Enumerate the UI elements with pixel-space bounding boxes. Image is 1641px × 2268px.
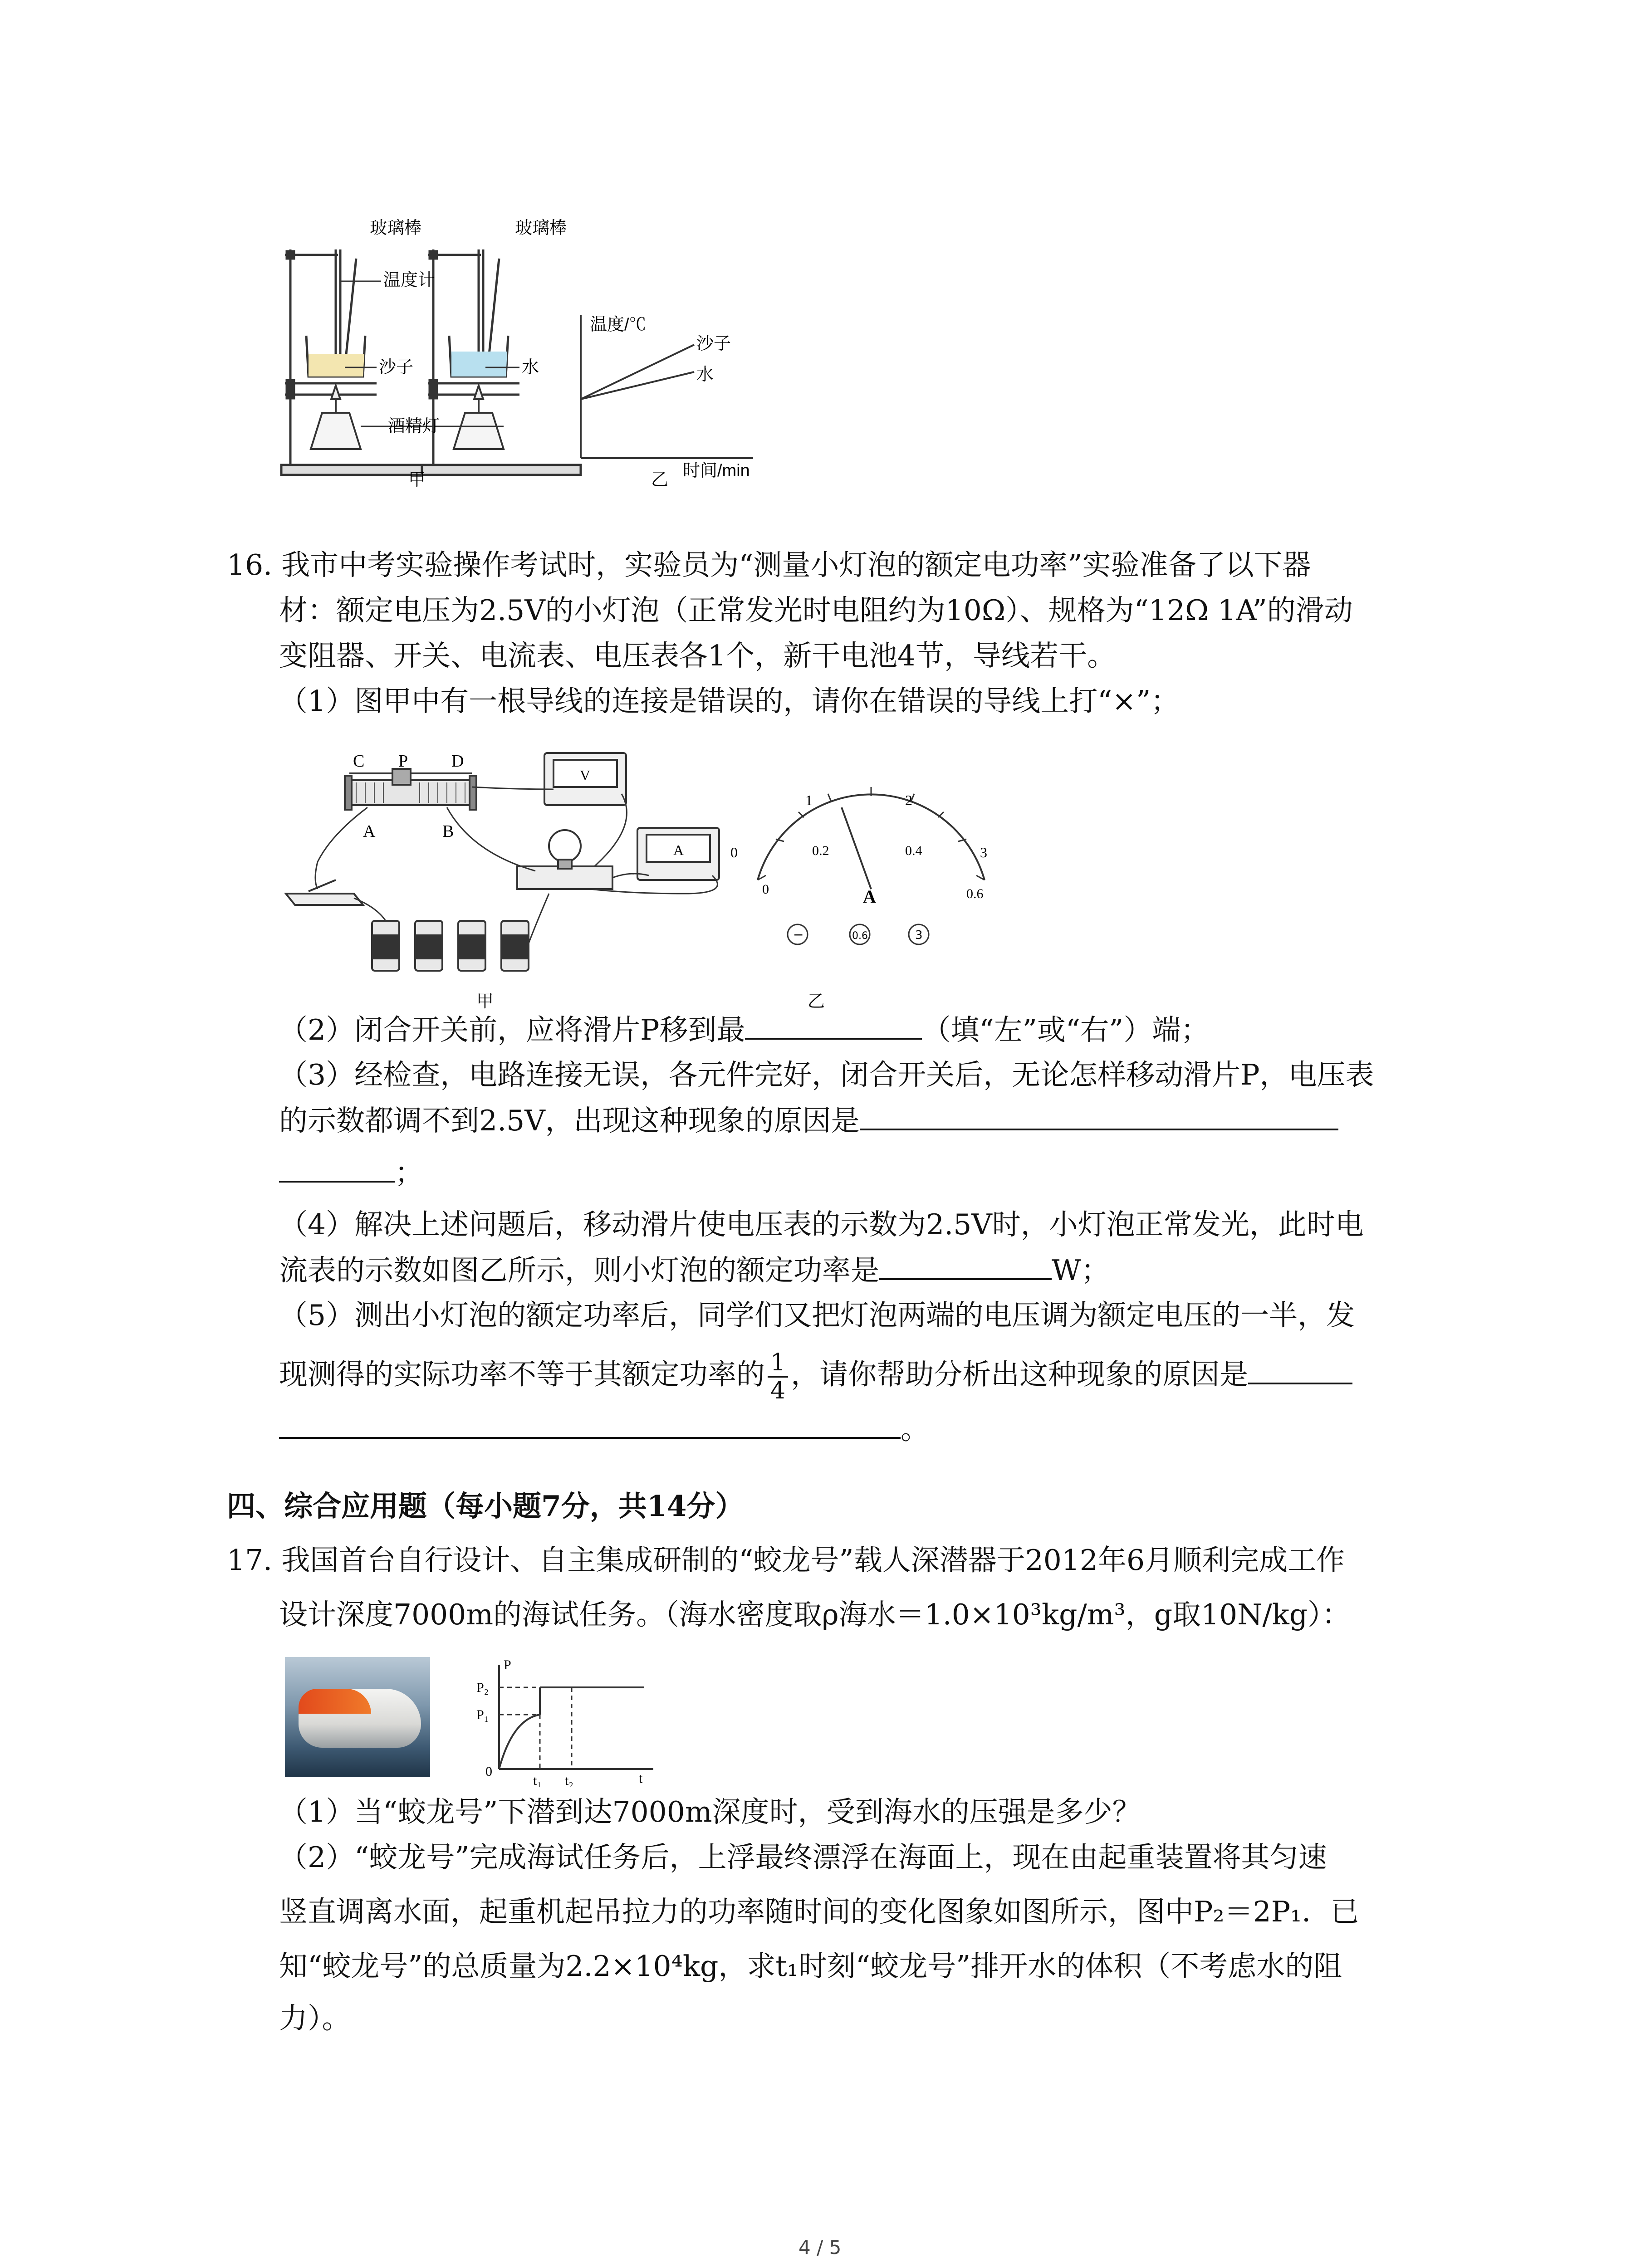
terminal-06: 0.6 bbox=[852, 930, 868, 942]
figure-label-yi: 乙 bbox=[651, 470, 669, 489]
q17-part2-line1: （2）“蛟龙号”完成海试任务后，上浮最终漂浮在海面上，现在由起重装置将其匀速 bbox=[279, 1841, 1327, 1874]
q16-part1: （1）图甲中有一根导线的连接是错误的，请你在错误的导线上打“×”； bbox=[279, 684, 1180, 718]
q17-part1: （1）当“蛟龙号”下潜到达7000m深度时，受到海水的压强是多少？ bbox=[279, 1795, 1141, 1828]
q16-part2 bbox=[279, 1012, 1209, 1048]
graph-p1-label: P₁ bbox=[476, 1707, 489, 1722]
dial-top-tick-2: 2 bbox=[905, 792, 912, 808]
water-label: 水 bbox=[522, 358, 539, 377]
dial-bottom-tick-06: 0.6 bbox=[966, 886, 984, 901]
dial-top-zero: 0 bbox=[730, 844, 738, 860]
glass-rod-label-left: 玻璃棒 bbox=[370, 219, 422, 238]
q16-part5-suffix: 。 bbox=[901, 1413, 929, 1446]
q16-line2: 材：额定电压为2.5V的小灯泡（正常发光时电阻约为10Ω）、规格为“12Ω 1A”的滑动 bbox=[279, 594, 1353, 627]
q16-part2-suffix: （填“左”或“右”）端； bbox=[922, 1013, 1210, 1046]
graph-water-line-label: 水 bbox=[696, 365, 714, 384]
glass-rod-label-right: 玻璃棒 bbox=[515, 219, 567, 238]
ammeter-label: A bbox=[673, 842, 684, 858]
q16-part3-suffix: ； bbox=[395, 1156, 423, 1189]
rheostat-terminal-a: A bbox=[363, 822, 376, 841]
circuit-label-jia: 甲 bbox=[476, 992, 494, 1011]
q16-part4-suffix: W； bbox=[1052, 1254, 1110, 1287]
dial-bottom-tick-02: 0.2 bbox=[812, 843, 829, 858]
circuit-label-yi: 乙 bbox=[808, 992, 825, 1011]
voltmeter-label: V bbox=[580, 767, 591, 783]
sand-label: 沙子 bbox=[379, 358, 414, 377]
graph-xlabel: 时间/min bbox=[683, 461, 750, 480]
graph-origin-label: 0 bbox=[485, 1764, 492, 1779]
submersible-photo bbox=[285, 1657, 430, 1777]
q16-part3-prefix: 的示数都调不到2.5V，出现这种现象的原因是 bbox=[279, 1104, 860, 1137]
graph-ylabel: 温度/℃ bbox=[590, 315, 647, 334]
rheostat-terminal-c: C bbox=[353, 752, 365, 771]
q16-part3-line1: （3）经检查，电路连接无误，各元件完好，闭合开关后，无论怎样移动滑片P，电压表 bbox=[279, 1058, 1374, 1091]
fraction-denominator: 4 bbox=[770, 1377, 786, 1404]
q16-part5-middle: ，请你帮助分析出这种现象的原因是 bbox=[791, 1358, 1249, 1391]
dial-bottom-zero: 0 bbox=[762, 882, 769, 897]
q16-part5-line1: （5）测出小灯泡的额定功率后，同学们又把灯泡两端的电压调为额定电压的一半，发 bbox=[279, 1299, 1355, 1332]
fraction-one-quarter bbox=[768, 1349, 788, 1404]
alcohol-lamp-label: 酒精灯 bbox=[388, 417, 440, 436]
terminal-3: 3 bbox=[915, 929, 923, 942]
q16-part2-prefix: （2）闭合开关前，应将滑片P移到最 bbox=[279, 1013, 745, 1046]
q16-part3-line2 bbox=[279, 1102, 1338, 1139]
thermometer-label: 温度计 bbox=[383, 271, 436, 290]
rheostat-slider-p: P bbox=[398, 752, 408, 771]
answer-blank-reason-line1[interactable] bbox=[860, 1102, 1338, 1130]
q17-line1: 17. 我国首台自行设计、自主集成研制的“蛟龙号”载人深潜器于2012年6月顺利完成工作 bbox=[227, 1544, 1345, 1577]
answer-blank-rated-power[interactable] bbox=[879, 1252, 1052, 1280]
answer-blank-power-reason-line1[interactable] bbox=[1248, 1356, 1352, 1384]
q16-part4-line1: （4）解决上述问题后，移动滑片使电压表的示数为2.5V时，小灯泡正常发光，此时电 bbox=[279, 1208, 1364, 1241]
power-time-graph bbox=[472, 1651, 662, 1787]
rheostat-terminal-b: B bbox=[442, 822, 454, 841]
q16-part4-line2 bbox=[279, 1252, 1110, 1289]
dial-top-tick-1: 1 bbox=[805, 792, 813, 808]
q17-part2-line3: 知“蛟龙号”的总质量为2.2×10⁴kg，求t₁时刻“蛟龙号”排开水的体积（不考虑水的阻 bbox=[279, 1950, 1342, 1983]
graph-t2-label: t₂ bbox=[565, 1773, 573, 1787]
dial-top-tick-3: 3 bbox=[980, 844, 987, 860]
answer-blank-reason-line2[interactable] bbox=[279, 1154, 395, 1183]
q16-part3-line3 bbox=[279, 1154, 423, 1191]
q16-part4-prefix: 流表的示数如图乙所示，则小灯泡的额定功率是 bbox=[279, 1254, 879, 1287]
q17-part2-line2: 竖直调离水面，起重机起吊拉力的功率随时间的变化图象如图所示，图中P₂＝2P₁．已 bbox=[279, 1895, 1359, 1928]
fraction-numerator: 1 bbox=[768, 1349, 788, 1378]
answer-blank-power-reason-line2[interactable] bbox=[279, 1411, 901, 1439]
dial-bottom-tick-04: 0.4 bbox=[905, 843, 922, 858]
graph-p2-label: P₂ bbox=[476, 1680, 489, 1695]
graph-p-axis-label: P bbox=[504, 1657, 511, 1672]
circuit-figure bbox=[277, 744, 1048, 1012]
heating-experiment-figure bbox=[272, 213, 817, 503]
q16-line3: 变阻器、开关、电流表、电压表各1个，新干电池4节，导线若干。 bbox=[279, 639, 1116, 672]
q17-line2: 设计深度7000m的海试任务。（海水密度取ρ海水＝1.0×10³kg/m³，g取10N/kg）： bbox=[279, 1598, 1351, 1631]
q16-line1: 16. 我市中考实验操作考试时，实验员为“测量小灯泡的额定电功率”实验准备了以下器 bbox=[227, 548, 1311, 582]
graph-t1-label: t₁ bbox=[533, 1773, 542, 1787]
section-heading: 四、综合应用题（每小题7分，共14分） bbox=[227, 1489, 744, 1523]
terminal-negative: − bbox=[793, 927, 804, 942]
q17-part2-line4: 力）。 bbox=[279, 2002, 351, 2035]
dial-unit-label: A bbox=[863, 886, 876, 907]
q16-part5-prefix: 现测得的实际功率不等于其额定功率的 bbox=[279, 1358, 765, 1391]
answer-blank-slider-end[interactable] bbox=[745, 1012, 922, 1040]
q16-part5-line3 bbox=[279, 1411, 929, 1447]
page-number: 4 / 5 bbox=[798, 2236, 842, 2258]
rheostat-terminal-d: D bbox=[451, 752, 464, 771]
figure-label-jia: 甲 bbox=[408, 470, 426, 489]
q16-part5-line2 bbox=[279, 1349, 1352, 1404]
graph-t-axis-label: t bbox=[639, 1771, 643, 1786]
graph-sand-line-label: 沙子 bbox=[696, 334, 731, 353]
